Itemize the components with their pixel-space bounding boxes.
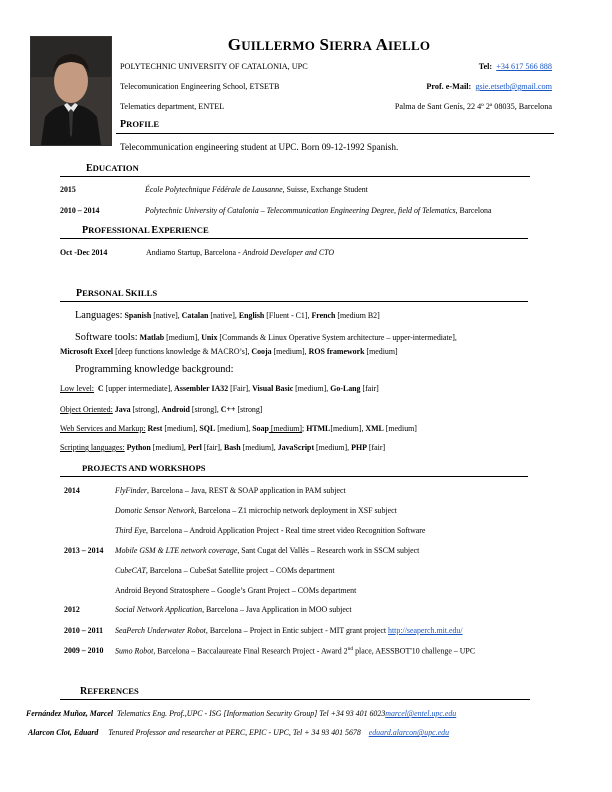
university-line: POLYTECHNIC UNIVERSITY OF CATALONIA, UPC bbox=[120, 62, 308, 71]
department-line: Telematics department, ENTEL bbox=[120, 102, 225, 111]
software-tools-line-2: Microsoft Excel [deep functions knowledge & MACRO’s], Cooja [medium], ROS framework [medium] bbox=[60, 347, 398, 356]
experience-heading: PROFESSIONAL EXPERIENCE bbox=[82, 225, 209, 236]
project-entry-1: FlyFinder, Barcelona – Java, REST & SOAP application in PAM subject bbox=[115, 486, 346, 495]
project-year-seaperch: 2010 – 2011 bbox=[64, 626, 104, 635]
programming-heading: Programming knowledge background: bbox=[75, 364, 234, 375]
project-entry-7: Social Network Application, Barcelona – Java Application in MOO subject bbox=[115, 605, 352, 614]
scripting-line: Scripting languages: Python [medium], Perl [fair], Bash [medium], JavaScript [medium], PHP [fair] bbox=[60, 443, 386, 452]
references-heading: REFERENCES bbox=[80, 686, 139, 697]
profile-rule bbox=[116, 133, 554, 134]
languages-line: Languages: Spanish [native], Catalan [native], English [Fluent - C1], French [medium B2] bbox=[75, 310, 380, 321]
profile-photo bbox=[30, 36, 112, 146]
project-entry-3: Third Eye, Barcelona – Android Application Project - Real time street video Recognition Software bbox=[115, 526, 426, 535]
project-year-1: 2014 bbox=[64, 486, 80, 495]
project-year-4: 2013 – 2014 bbox=[64, 546, 104, 555]
tel-link[interactable]: +34 617 566 888 bbox=[496, 62, 552, 71]
project-entry-6: Android Beyond Stratosphere – Google’s Grant Project – COMs department bbox=[115, 586, 357, 595]
edu-year-2: 2010 – 2014 bbox=[60, 206, 100, 215]
projects-heading: PROJECTS AND WORKSHOPS bbox=[82, 463, 206, 473]
skills-rule bbox=[60, 301, 528, 302]
low-level-line: Low level: C [upper intermediate], Assembler IA32 [Fair], Visual Basic [medium], Go-Lang [fair] bbox=[60, 384, 379, 393]
reference-1-email[interactable]: marcel@entel.upc.edu bbox=[385, 709, 457, 718]
edu-entry-1: École Polytechnique Fédérale de Lausanne, Suisse, Exchange Student bbox=[145, 185, 368, 194]
edu-entry-2: Polytechnic University of Catalonia – Telecommunication Engineering Degree, field of Telematics, Barcelona bbox=[145, 206, 492, 215]
projects-rule bbox=[60, 476, 528, 477]
object-oriented-line: Object Oriented: Java [strong], Android [strong], C++ [strong] bbox=[60, 405, 263, 414]
edu-year-1: 2015 bbox=[60, 185, 76, 194]
education-rule bbox=[60, 176, 530, 177]
experience-rule bbox=[60, 238, 528, 239]
exp-entry: Andiamo Startup, Barcelona - Android Developer and CTO bbox=[146, 248, 335, 257]
portrait-image bbox=[31, 37, 111, 145]
school-line: Telecomunication Engineering School, ETSETB bbox=[120, 82, 280, 91]
skills-heading: PERSONAL SKILLS bbox=[76, 288, 158, 299]
seaperch-link[interactable]: http://seaperch.mit.edu/ bbox=[388, 626, 463, 635]
address-line: Palma de Sant Genís, 22 4º 2ª 08035, Barcelona bbox=[394, 102, 552, 111]
reference-1-name: Fernández Muñoz, Marcel bbox=[26, 709, 114, 718]
project-year-7: 2012 bbox=[64, 605, 80, 614]
email-line bbox=[426, 82, 552, 91]
project-entry-sumo: Sumo Robot, Barcelona – Baccalaureate Final Research Project - Award 2nd place, AESSBOT'10 challenge – UPC bbox=[115, 646, 476, 656]
project-entry-4: Mobile GSM & LTE network coverage, Sant Cugat del Vallès – Research work in SSCM subject bbox=[115, 546, 420, 555]
reference-2-name: Alarcon Clot, Eduard bbox=[28, 728, 99, 737]
profile-text: Telecommunication engineering student at UPC. Born 09-12-1992 Spanish. bbox=[120, 142, 399, 152]
web-services-line: Web Services and Markup: Rest [medium], SQL [medium], Soap [medium]; HTML[medium], XML [medium] bbox=[60, 424, 417, 433]
email-link[interactable]: gsie.etsetb@gmail.com bbox=[475, 82, 552, 91]
education-heading: EDUCATION bbox=[86, 163, 139, 174]
exp-date: Oct -Dec 2014 bbox=[60, 248, 108, 257]
project-entry-2: Domotic Sensor Network, Barcelona – Z1 microchip network deployment in XSF subject bbox=[115, 506, 397, 515]
project-year-sumo: 2009 – 2010 bbox=[64, 646, 104, 655]
profile-heading: PROFILE bbox=[120, 119, 160, 130]
tel-line bbox=[479, 62, 552, 71]
software-tools-line-1: Software tools: Matlab [medium], Unix [Commands & Linux Operative System architecture – upper-intermediate], bbox=[75, 332, 457, 343]
project-entry-5: CubeCAT, Barcelona – CubeSat Satellite project – COMs department bbox=[115, 566, 335, 575]
reference-2: Alarcon Clot, Eduard Tenured Professor and researcher at PERC, EPIC - UPC, Tel + 34 93 401 5678 eduard.alarcon@upc.edu bbox=[28, 728, 450, 737]
tel-label: Tel: bbox=[478, 62, 493, 71]
references-rule bbox=[60, 699, 530, 700]
reference-1: Fernández Muñoz, Marcel Telematics Eng. Prof.,UPC - ISG [Information Security Group] Tel +34 93 401 6023marcel@entel.upc.edu bbox=[26, 709, 457, 718]
candidate-name: GUILLERMO SIERRA AIELLO bbox=[227, 35, 431, 54]
reference-2-email[interactable]: eduard.alarcon@upc.edu bbox=[368, 728, 450, 737]
project-entry-seaperch: SeaPerch Underwater Robot, Barcelona – Project in Entic subject - MIT grant project http://seaperch.mit.edu/ bbox=[115, 626, 463, 635]
email-label: Prof. e-Mail: bbox=[426, 82, 472, 91]
